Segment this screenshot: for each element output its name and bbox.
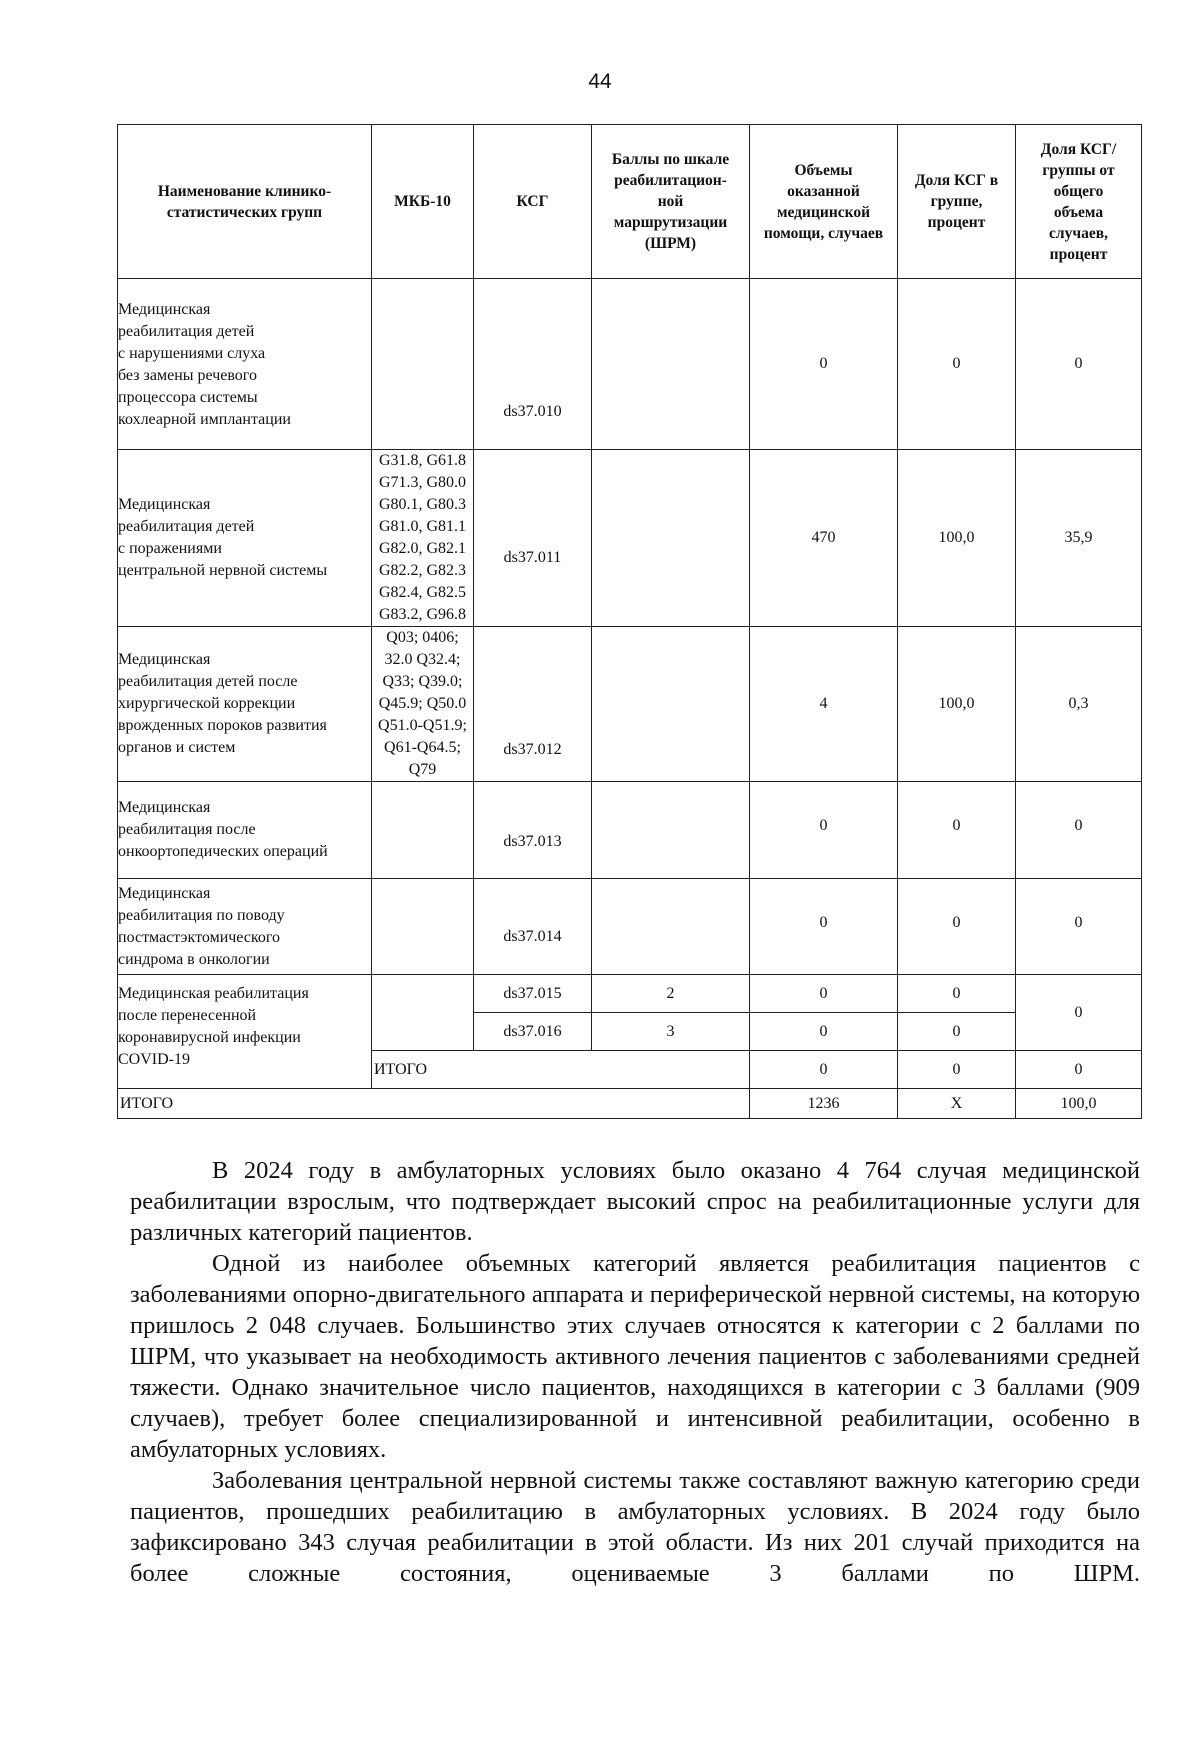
total-share-group: Х <box>898 1089 1016 1119</box>
cell-line: Медицинская <box>118 799 211 816</box>
cell-line: G80.1, G80.3 <box>378 496 467 513</box>
cell-line: Q51.0-Q51.9; <box>378 717 467 734</box>
covid-ksg-016: ds37.016 <box>474 1013 592 1051</box>
cell-line: центральной нервной системы <box>118 562 328 579</box>
cell-line: COVID-19 <box>118 1051 190 1068</box>
header-ksg: КСГ <box>474 125 592 279</box>
covid-share-total: 0 <box>1016 975 1142 1051</box>
cell-line: врожденных пороков развития <box>118 717 327 734</box>
row-volume: 0 <box>750 879 898 975</box>
cell-line: Медицинская реабилитация <box>118 985 309 1002</box>
row-mkb <box>372 627 474 782</box>
header-shrm: Баллы по шкале реабилитацион-ной маршрутизации (ШРМ) <box>592 125 750 279</box>
cell-line: Q79 <box>408 761 437 778</box>
cell-line: Медицинская <box>118 651 211 668</box>
header-name: Наименование клинико-статистических групп <box>118 125 372 279</box>
table-row-total <box>118 1089 1142 1119</box>
covid-itogo-share-total: 0 <box>1016 1051 1142 1089</box>
row-name <box>118 450 372 627</box>
covid-itogo-volume: 0 <box>750 1051 898 1089</box>
header-share-total: Доля КСГ/ группы от общего объема случаев, процент <box>1016 125 1142 279</box>
row-volume: 0 <box>750 279 898 450</box>
total-share-total: 100,0 <box>1016 1089 1142 1119</box>
row-volume: 4 <box>750 627 898 782</box>
row-name <box>118 627 372 782</box>
row-shrm <box>592 782 750 879</box>
header-volume: Объемы оказанной медицинской помощи, случаев <box>750 125 898 279</box>
row-share-group: 100,0 <box>898 627 1016 782</box>
covid-ksg-015: ds37.015 <box>474 975 592 1013</box>
row-volume: 470 <box>750 450 898 627</box>
row-mkb <box>372 450 474 627</box>
covid-share-group-016: 0 <box>898 1013 1016 1051</box>
row-share-total: 0 <box>1016 782 1142 879</box>
cell-line: Медицинская <box>118 301 211 318</box>
table-row <box>118 279 1142 450</box>
covid-shrm-016: 3 <box>592 1013 750 1051</box>
cell-line: G31.8, G61.8 <box>378 452 467 469</box>
row-name <box>118 879 372 975</box>
cell-line: без замены речевого <box>118 367 257 384</box>
body-text <box>130 1155 1140 1589</box>
cell-line: кохлеарной имплантации <box>118 411 291 428</box>
cell-line: G82.2, G82.3 <box>378 562 467 579</box>
cell-line: реабилитация после <box>118 821 256 838</box>
row-shrm <box>592 450 750 627</box>
ksg-table <box>117 124 1142 1119</box>
row-mkb <box>372 879 474 975</box>
row-shrm <box>592 627 750 782</box>
cell-line: Медицинская <box>118 884 211 902</box>
cell-line: процессора системы <box>118 389 258 406</box>
row-share-total: 0 <box>1016 279 1142 450</box>
row-ksg: ds37.014 <box>474 879 592 975</box>
row-name <box>118 782 372 879</box>
cell-line: синдрома в онкологии <box>118 950 270 968</box>
table-row <box>118 450 1142 627</box>
cell-line: G82.0, G82.1 <box>378 540 467 557</box>
covid-share-group-015: 0 <box>898 975 1016 1013</box>
row-mkb <box>372 782 474 879</box>
cell-line: реабилитация по поводу <box>118 906 285 924</box>
header-share-group: Доля КСГ в группе, процент <box>898 125 1016 279</box>
cell-line: с поражениями <box>118 540 222 557</box>
row-share-group: 0 <box>898 279 1016 450</box>
row-ksg: ds37.011 <box>474 450 592 627</box>
cell-line: G81.0, G81.1 <box>378 518 467 535</box>
covid-volume-016: 0 <box>750 1013 898 1051</box>
cell-line: постмастэктомического <box>118 928 281 946</box>
row-ksg: ds37.012 <box>474 627 592 782</box>
table-row <box>118 975 1142 1013</box>
row-share-group: 0 <box>898 879 1016 975</box>
row-share-group: 0 <box>898 782 1016 879</box>
row-shrm <box>592 879 750 975</box>
paragraph: Одной из наиболее объемных категорий является реабилитация пациентов с заболеваниями опорно-двигательного аппарата и периферической нервной системы, на которую пришлось 2 048 случаев. Большинство этих случаев относятся к категории с 2 баллами по ШРМ, что указывает на необходимость активного лечения пациентов с заболеваниями средней тяжести. Однако значительное число пациентов, находящихся в категории с 3 баллами (909 случаев), требует более специализированной и интенсивной реабилитации, особенно в амбулаторных условиях. <box>130 1250 1140 1463</box>
cell-line: G82.4, G82.5 <box>378 584 467 601</box>
page-number: 44 <box>588 70 612 93</box>
cell-line: G71.3, G80.0 <box>378 474 467 491</box>
cell-line: органов и систем <box>118 739 236 756</box>
row-share-total: 35,9 <box>1016 450 1142 627</box>
cell-line: Q61-Q64.5; <box>384 739 461 756</box>
cell-line: хирургической коррекции <box>118 695 296 712</box>
row-share-total: 0,3 <box>1016 627 1142 782</box>
paragraph: В 2024 году в амбулаторных условиях было оказано 4 764 случая медицинской реабилитации взрослым, что подтверждает высокий спрос на реабилитационные услуги для различных категорий пациентов. <box>130 1157 1140 1246</box>
cell-line: Q45.9; Q50.0 <box>378 695 467 712</box>
covid-shrm-015: 2 <box>592 975 750 1013</box>
paragraph: Заболевания центральной нервной системы также составляют важную категорию среди пациентов, прошедших реабилитацию в амбулаторных условиях. В 2024 году было зафиксировано 343 случая реабилитации в этой области. Из них 201 случай приходится на более сложные состояния, оцениваемые 3 баллами по ШРМ. <box>130 1467 1140 1587</box>
covid-itogo-label: ИТОГО <box>372 1051 750 1089</box>
row-mkb <box>372 279 474 450</box>
total-label: ИТОГО <box>118 1089 750 1119</box>
total-volume: 1236 <box>750 1089 898 1119</box>
row-ksg: ds37.013 <box>474 782 592 879</box>
row-share-group: 100,0 <box>898 450 1016 627</box>
cell-line: 32.0 Q32.4; <box>384 651 461 668</box>
table-row <box>118 879 1142 975</box>
table-row <box>118 627 1142 782</box>
covid-row-name <box>118 975 372 1089</box>
table-row <box>118 782 1142 879</box>
cell-line: реабилитация детей <box>118 518 255 535</box>
cell-line: с нарушениями слуха <box>118 345 266 362</box>
row-ksg: ds37.010 <box>474 279 592 450</box>
row-shrm <box>592 279 750 450</box>
row-share-total: 0 <box>1016 879 1142 975</box>
cell-line: онкоортопедических операций <box>118 843 328 860</box>
cell-line: Q03; 0406; <box>386 629 459 646</box>
cell-line: после перенесенной <box>118 1007 257 1024</box>
cell-line: коронавирусной инфекции <box>118 1029 301 1046</box>
cell-line: G83.2, G96.8 <box>378 606 467 623</box>
row-volume: 0 <box>750 782 898 879</box>
cell-line: Q33; Q39.0; <box>382 673 463 690</box>
cell-line: реабилитация детей <box>118 323 255 340</box>
cell-line: реабилитация детей после <box>118 673 298 690</box>
covid-volume-015: 0 <box>750 975 898 1013</box>
cell-line: Медицинская <box>118 496 211 513</box>
covid-itogo-share-group: 0 <box>898 1051 1016 1089</box>
header-mkb: МКБ-10 <box>372 125 474 279</box>
covid-row-mkb <box>372 975 474 1051</box>
row-name <box>118 279 372 450</box>
